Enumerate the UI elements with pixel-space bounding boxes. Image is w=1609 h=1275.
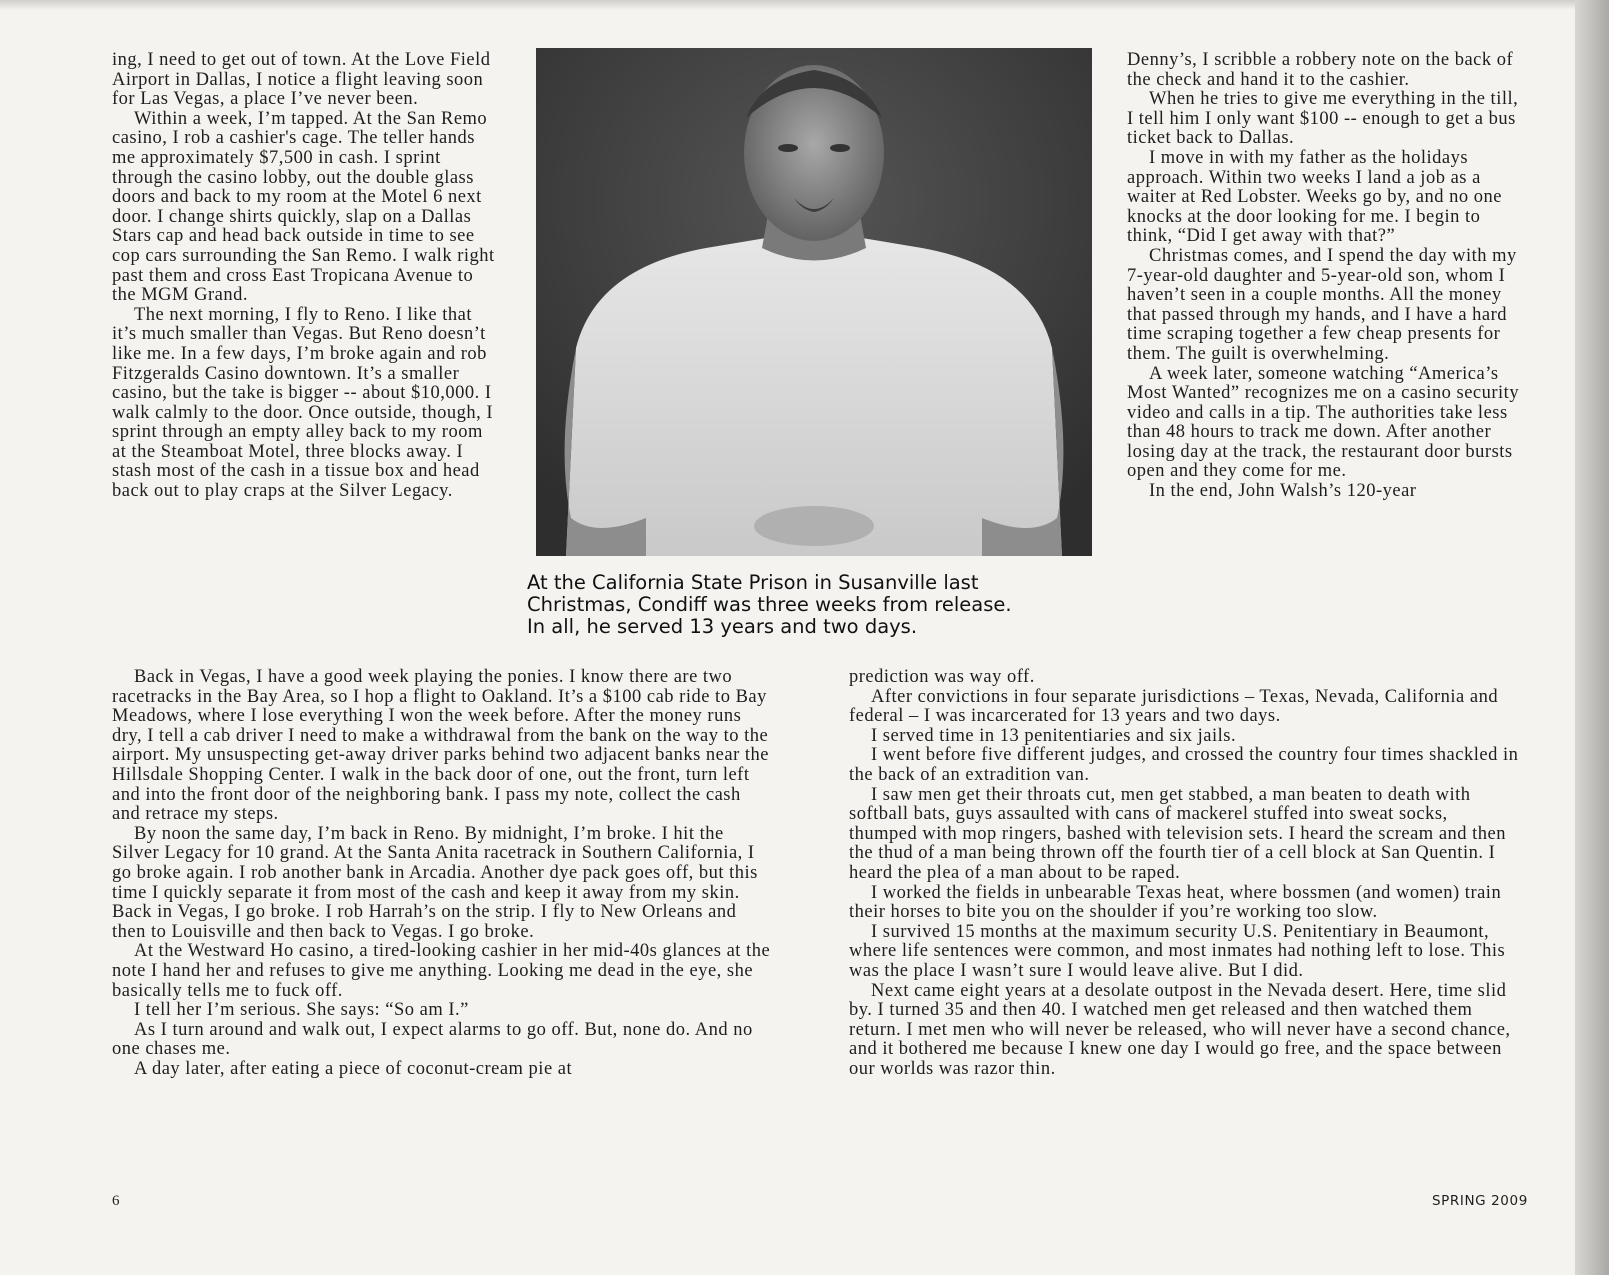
paragraph: As I turn around and walk out, I expect alarms to go off. But, none do. And no one chases me. xyxy=(112,1019,753,1060)
paragraph: In the end, John Walsh’s 120-year xyxy=(1149,481,1417,502)
portrait-image xyxy=(536,48,1092,556)
paragraph: At the Westward Ho casino, a tired-looking cashier in her mid-40s glances at the note I hand her and refuses to give me anything. Looking me dead in the eye, she basically tells me to fuck off. xyxy=(112,941,771,1001)
paragraph: I went before five different judges, and crossed the country four times shackled in the back of an extradition van. xyxy=(849,745,1519,785)
paragraph: I survived 15 months at the maximum security U.S. Penitentiary in Beaumont, where life sentences were common, and most inmates had nothing left to lose. This was the place I wasn’t sure I would leave alive. But I did. xyxy=(849,921,1506,981)
page-number: 6 xyxy=(112,1193,120,1209)
page-binding-edge xyxy=(1575,0,1609,1275)
paragraph: I served time in 13 penitentiaries and six jails. xyxy=(871,725,1237,746)
paragraph: I worked the fields in unbearable Texas heat, where bossmen (and women) train their horses to bite you on the shoulder if you’re working too slow. xyxy=(849,882,1502,923)
page-top-edge xyxy=(0,0,1609,10)
caption-line: At the California State Prison in Susanville last xyxy=(527,571,979,594)
paragraph: After convictions in four separate jurisdictions – Texas, Nevada, California and federal – I was incarcerated for 13 years and two days. xyxy=(849,686,1499,727)
paragraph: Next came eight years at a desolate outpost in the Nevada desert. Here, time slid by. I turned 35 and then 40. I watched men get released and then watched them return. I met men who will never be released, who will never have a second chance, and it bothered me because I knew one day I would go free, and the space between our worlds was razor thin. xyxy=(849,980,1511,1079)
portrait-photo xyxy=(536,48,1092,556)
caption-line: In all, he served 13 years and two days. xyxy=(527,615,918,638)
paragraph: Back in Vegas, I have a good week playing the ponies. I know there are two racetracks in the Bay Area, so I hop a flight to Oakland. It’s a $100 cab ride to Bay Meadows, where I lose everything I won the week before. After the money runs dry, I tell a cab driver I need to make a withdrawal from the bank on the way to the airport. My unsuspecting get-away driver parks behind two adjacent banks near the Hillsdale Shopping Center. I walk in the back door of one, out the front, turn left and into the front door of the neighboring bank. I pass my note, collect the cash and retrace my steps. xyxy=(112,667,769,825)
bottom-right-column xyxy=(849,668,1519,1079)
caption-line: Christmas, Condiff was three weeks from release. xyxy=(527,593,1012,616)
paragraph: A week later, someone watching “America’s Most Wanted” recognizes me on a casino security video and calls in a tip. The authorities take less than 48 hours to track me down. After another losing day at the track, the restaurant door bursts open and they come for me. xyxy=(1127,363,1520,482)
left-column xyxy=(112,51,500,502)
paragraph: Christmas comes, and I spend the day with my 7-year-old daughter and 5-year-old son, whom I haven’t seen in a couple months. All the money that passed through my hands, and I have a hard time scraping together a few cheap presents for them. The guilt is overwhelming. xyxy=(1127,245,1517,364)
paragraph: I tell her I’m serious. She says: “So am I.” xyxy=(134,1000,469,1021)
photo-caption xyxy=(527,572,1097,638)
paragraph: Denny’s, I scribble a robbery note on the back of the check and hand it to the cashier. xyxy=(1127,50,1514,90)
paragraph: I saw men get their throats cut, men get stabbed, a man beaten to death with softball bats, guys assaulted with cans of mackerel stuffed into sweat socks, thumped with mop ringers, bashed with television sets. I heard the scream and then the thud of a man being thrown off the fourth tier of a cell block at San Quentin. I heard the plea of a man about to be raped. xyxy=(849,784,1507,883)
right-column xyxy=(1127,51,1527,502)
paragraph: I move in with my father as the holidays approach. Within two weeks I land a job as a waiter at Red Lobster. Weeks go by, and no one knocks at the door looking for me. I begin to think, “Did I get away with that?” xyxy=(1127,147,1502,247)
bottom-left-column xyxy=(112,668,772,1079)
paragraph: prediction was way off. xyxy=(849,667,1035,687)
issue-label: SPRING 2009 xyxy=(1432,1193,1528,1209)
paragraph: A day later, after eating a piece of coconut-cream pie at xyxy=(134,1058,573,1079)
paragraph: By noon the same day, I’m back in Reno. By midnight, I’m broke. I hit the Silver Legacy for 10 grand. At the Santa Anita racetrack in Southern California, I go broke again. I rob another bank in Arcadia. Another dye pack goes off, but this time I quickly separate it from most of the cash and keep it away from my skin. Back in Vegas, I go broke. I rob Harrah’s on the strip. I fly to New Orleans and then to Louisville and then back to Vegas. I go broke. xyxy=(112,823,758,942)
paragraph: When he tries to give me everything in the till, I tell him I only want $100 -- enough to get a bus ticket back to Dallas. xyxy=(1127,89,1519,149)
paragraph: The next morning, I fly to Reno. I like that it’s much smaller than Vegas. But Reno doesn’t like me. In a few days, I’m broke again and rob Fitzgeralds Casino downtown. It’s a smaller casino, but the take is bigger -- about $10,000. I walk calmly to the door. Once outside, though, I sprint through an empty alley back to my room at the Steamboat Motel, three blocks away. I stash most of the cash in a tissue box and head back out to play craps at the Silver Legacy. xyxy=(112,304,494,502)
paragraph: Within a week, I’m tapped. At the San Remo casino, I rob a cashier's cage. The teller hands me approximately $7,500 in cash. I sprint through the casino lobby, out the double glass doors and back to my room at the Motel 6 next door. I change shirts quickly, slap on a Dallas Stars cap and head back outside in time to see cop cars surrounding the San Remo. I walk right past them and cross East Tropicana Avenue to the MGM Grand. xyxy=(112,108,495,306)
paragraph: ing, I need to get out of town. At the Love Field Airport in Dallas, I notice a flight leaving soon for Las Vegas, a place I’ve never been. xyxy=(112,50,491,110)
